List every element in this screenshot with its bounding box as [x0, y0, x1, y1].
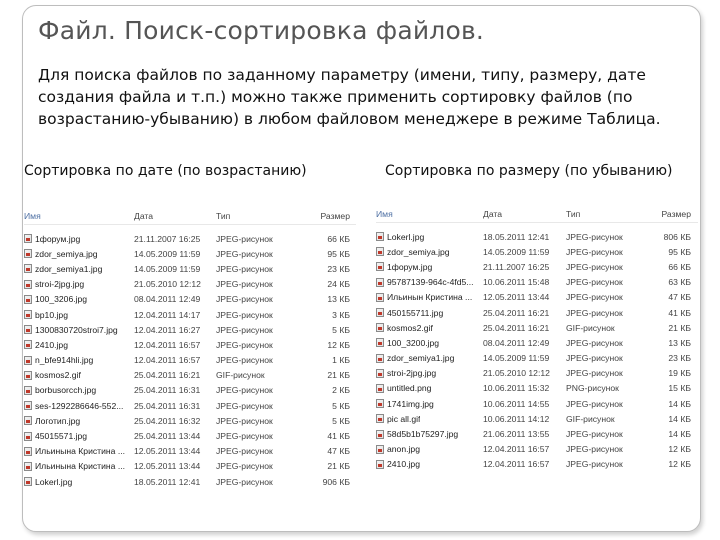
file-row[interactable] — [24, 368, 356, 383]
file-type: GIF-рисунок — [566, 413, 615, 424]
file-type: JPEG-рисунок — [216, 248, 273, 259]
file-date: 25.04.2011 13:44 — [134, 431, 201, 442]
file-name-cell — [376, 414, 483, 424]
image-file-icon — [24, 432, 32, 441]
file-size: 806 КБ — [663, 231, 691, 242]
image-file-icon — [376, 430, 384, 439]
file-name: kosmos2.gif — [35, 370, 81, 381]
file-name-cell — [24, 249, 134, 259]
file-size: 15 КБ — [668, 383, 691, 394]
column-header-name[interactable]: Имя — [24, 211, 41, 221]
file-size: 47 КБ — [327, 446, 350, 457]
file-size: 5 КБ — [332, 415, 350, 426]
file-name: borbusorcch.jpg — [35, 385, 97, 396]
file-size: 66 КБ — [327, 233, 350, 244]
file-size: 95 КБ — [668, 246, 691, 257]
file-type: JPEG-рисунок — [216, 400, 273, 411]
image-file-icon — [24, 249, 32, 258]
file-size: 21 КБ — [668, 322, 691, 333]
file-name: anon.jpg — [387, 444, 420, 455]
file-size: 14 КБ — [668, 413, 691, 424]
file-name: 1форум.jpg — [387, 261, 433, 272]
file-list-sorted-by-size — [376, 206, 698, 472]
file-name-cell — [24, 234, 134, 244]
file-date: 12.05.2011 13:44 — [134, 446, 201, 457]
image-file-icon — [24, 280, 32, 289]
file-name: bp10.jpg — [35, 309, 68, 320]
column-header-size[interactable]: Размер — [661, 209, 691, 219]
image-file-icon — [24, 416, 32, 425]
file-list-body — [376, 229, 698, 472]
file-name-cell — [376, 277, 483, 287]
file-name: 95787139-964c-4fd5... — [387, 277, 474, 288]
file-size: 1 КБ — [332, 355, 350, 366]
file-type: JPEG-рисунок — [566, 429, 623, 440]
file-name-cell — [24, 477, 134, 487]
file-name: 45015571.jpg — [35, 431, 88, 442]
image-file-icon — [376, 460, 384, 469]
file-date: 21.11.2007 16:25 — [134, 233, 201, 244]
column-header-type[interactable]: Тип — [566, 209, 581, 219]
file-name: zdor_semiya.jpg — [387, 246, 450, 257]
file-name-cell — [376, 459, 483, 469]
file-name: stroi-2jpg.jpg — [35, 279, 85, 290]
file-date: 12.05.2011 13:44 — [483, 292, 550, 303]
file-row[interactable] — [24, 383, 356, 398]
file-name-cell — [24, 461, 134, 471]
file-date: 21.05.2010 12:12 — [483, 368, 550, 379]
image-file-icon — [376, 262, 384, 271]
file-date: 25.04.2011 16:21 — [483, 322, 550, 333]
file-name-cell — [376, 323, 483, 333]
file-row[interactable] — [376, 290, 698, 305]
file-row[interactable] — [376, 244, 698, 259]
file-size: 14 КБ — [668, 429, 691, 440]
file-type: JPEG-рисунок — [566, 353, 623, 364]
file-type: JPEG-рисунок — [216, 385, 273, 396]
file-size: 41 КБ — [668, 307, 691, 318]
file-name-cell — [376, 247, 483, 257]
image-file-icon — [24, 447, 32, 456]
file-row[interactable] — [24, 307, 356, 322]
column-header-name[interactable]: Имя — [376, 209, 393, 219]
file-date: 12.04.2011 16:27 — [134, 324, 201, 335]
image-file-icon — [24, 264, 32, 273]
file-type: JPEG-рисунок — [566, 444, 623, 455]
file-date: 12.04.2011 16:57 — [134, 355, 201, 366]
file-name-cell — [24, 370, 134, 380]
file-date: 25.04.2011 16:31 — [134, 385, 201, 396]
file-type: JPEG-рисунок — [216, 294, 273, 305]
file-name: zdor_semiya1.jpg — [387, 353, 455, 364]
file-size: 5 КБ — [332, 324, 350, 335]
file-name: 1форум.jpg — [35, 233, 81, 244]
file-date: 10.06.2011 14:12 — [483, 413, 550, 424]
column-header-size[interactable]: Размер — [320, 211, 350, 221]
file-type: JPEG-рисунок — [566, 261, 623, 272]
file-row[interactable] — [24, 413, 356, 428]
file-size: 2 КБ — [332, 385, 350, 396]
image-file-icon — [24, 462, 32, 471]
column-header-type[interactable]: Тип — [216, 211, 231, 221]
image-file-icon — [376, 399, 384, 408]
file-row[interactable] — [376, 305, 698, 320]
file-type: GIF-рисунок — [216, 370, 265, 381]
file-type: JPEG-рисунок — [566, 292, 623, 303]
file-type: JPEG-рисунок — [566, 459, 623, 470]
file-type: JPEG-рисунок — [216, 431, 273, 442]
file-name-cell — [376, 292, 483, 302]
file-size: 21 КБ — [327, 370, 350, 381]
file-date: 10.06.2011 14:55 — [483, 398, 550, 409]
file-date: 12.05.2011 13:44 — [134, 461, 201, 472]
file-row[interactable] — [376, 275, 698, 290]
file-name: stroi-2jpg.jpg — [387, 368, 437, 379]
file-name: kosmos2.gif — [387, 322, 433, 333]
file-name: 100_3206.jpg — [35, 294, 88, 305]
file-row[interactable] — [376, 457, 698, 472]
file-row[interactable] — [24, 231, 356, 246]
file-date: 25.04.2011 16:21 — [483, 307, 550, 318]
file-row[interactable] — [376, 426, 698, 441]
file-name-cell — [24, 340, 134, 350]
file-name-cell — [376, 429, 483, 439]
file-date: 08.04.2011 12:49 — [483, 337, 550, 348]
file-size: 24 КБ — [327, 279, 350, 290]
file-name: 450155711.jpg — [387, 307, 444, 318]
file-row[interactable] — [24, 353, 356, 368]
image-file-icon — [376, 323, 384, 332]
file-size: 21 КБ — [327, 461, 350, 472]
image-file-icon — [24, 295, 32, 304]
image-file-icon — [376, 445, 384, 454]
file-row[interactable] — [24, 292, 356, 307]
file-type: JPEG-рисунок — [566, 337, 623, 348]
image-file-icon — [376, 338, 384, 347]
file-type: JPEG-рисунок — [216, 461, 273, 472]
file-name-cell — [376, 368, 483, 378]
file-row[interactable] — [376, 411, 698, 426]
file-name-cell — [376, 383, 483, 393]
image-file-icon — [376, 232, 384, 241]
file-date: 25.04.2011 16:21 — [134, 370, 201, 381]
image-file-icon — [376, 247, 384, 256]
file-row[interactable] — [376, 366, 698, 381]
file-name: Логотип.jpg — [35, 415, 81, 426]
file-name-cell — [24, 294, 134, 304]
file-name: pic all.gif — [387, 413, 421, 424]
file-row[interactable] — [376, 229, 698, 244]
file-date: 12.04.2011 16:57 — [483, 459, 550, 470]
image-file-icon — [376, 354, 384, 363]
file-name-cell — [376, 232, 483, 242]
file-size: 5 КБ — [332, 400, 350, 411]
file-name-cell — [24, 416, 134, 426]
file-name: Lokerl.jpg — [35, 476, 73, 487]
file-date: 12.04.2011 16:57 — [134, 339, 201, 350]
file-row[interactable] — [24, 459, 356, 474]
file-type: JPEG-рисунок — [216, 279, 273, 290]
file-size: 906 КБ — [322, 476, 350, 487]
file-name: Lokerl.jpg — [387, 231, 425, 242]
file-size: 12 КБ — [668, 459, 691, 470]
file-type: JPEG-рисунок — [566, 398, 623, 409]
file-name: 58d5b1b75297.jpg — [387, 429, 459, 440]
file-date: 14.05.2009 11:59 — [483, 246, 550, 257]
file-size: 95 КБ — [327, 248, 350, 259]
file-row[interactable] — [24, 428, 356, 443]
image-file-icon — [376, 308, 384, 317]
file-date: 12.04.2011 14:17 — [134, 309, 201, 320]
file-row[interactable] — [376, 259, 698, 274]
file-row[interactable] — [24, 474, 356, 489]
file-type: GIF-рисунок — [566, 322, 615, 333]
file-name-cell — [24, 401, 134, 411]
file-date: 18.05.2011 12:41 — [483, 231, 550, 242]
image-file-icon — [24, 234, 32, 243]
file-row[interactable] — [24, 322, 356, 337]
image-file-icon — [24, 325, 32, 334]
file-list-header — [24, 208, 356, 225]
file-size: 47 КБ — [668, 292, 691, 303]
file-type: PNG-рисунок — [566, 383, 619, 394]
file-size: 13 КБ — [327, 294, 350, 305]
file-name: Ильинына Кристина ... — [35, 446, 125, 457]
file-row[interactable] — [376, 381, 698, 396]
file-size: 63 КБ — [668, 277, 691, 288]
image-file-icon — [376, 369, 384, 378]
image-file-icon — [24, 386, 32, 395]
file-name: 1741img.jpg — [387, 398, 434, 409]
file-name: untitled.png — [387, 383, 432, 394]
file-name-cell — [24, 385, 134, 395]
image-file-icon — [376, 278, 384, 287]
file-row[interactable] — [376, 335, 698, 350]
file-name: zdor_semiya1.jpg — [35, 263, 103, 274]
file-name: 2410.jpg — [35, 339, 68, 350]
file-date: 21.11.2007 16:25 — [483, 261, 550, 272]
file-name-cell — [24, 446, 134, 456]
file-size: 66 КБ — [668, 261, 691, 272]
file-name-cell — [24, 355, 134, 365]
file-size: 12 КБ — [668, 444, 691, 455]
image-file-icon — [24, 340, 32, 349]
file-type: JPEG-рисунок — [216, 339, 273, 350]
caption-sort-by-size: Сортировка по размеру (по убыванию) — [385, 163, 673, 179]
file-name: 100_3200.jpg — [387, 337, 440, 348]
file-type: JPEG-рисунок — [566, 307, 623, 318]
file-name: zdor_semiya.jpg — [35, 248, 98, 259]
file-date: 10.06.2011 15:48 — [483, 277, 550, 288]
file-date: 14.05.2009 11:59 — [134, 263, 201, 274]
file-name: 2410.jpg — [387, 459, 420, 470]
file-size: 13 КБ — [668, 337, 691, 348]
file-size: 14 КБ — [668, 398, 691, 409]
file-size: 12 КБ — [327, 339, 350, 350]
file-name-cell — [376, 308, 483, 318]
file-row[interactable] — [376, 351, 698, 366]
file-date: 12.04.2011 16:57 — [483, 444, 550, 455]
file-type: JPEG-рисунок — [566, 368, 623, 379]
column-header-date[interactable]: Дата — [134, 211, 154, 221]
file-name-cell — [376, 353, 483, 363]
file-name-cell — [376, 444, 483, 454]
file-size: 23 КБ — [327, 263, 350, 274]
file-name-cell — [24, 264, 134, 274]
slide-title: Файл. Поиск-сортировка файлов. — [38, 16, 485, 45]
file-type: JPEG-рисунок — [216, 324, 273, 335]
file-name-cell — [24, 431, 134, 441]
image-file-icon — [24, 371, 32, 380]
file-size: 19 КБ — [668, 368, 691, 379]
file-date: 10.06.2011 15:32 — [483, 383, 550, 394]
file-date: 14.05.2009 11:59 — [483, 353, 550, 364]
image-file-icon — [24, 401, 32, 410]
file-type: JPEG-рисунок — [566, 231, 623, 242]
file-name: n_bfe914hli.jpg — [35, 355, 94, 366]
caption-sort-by-date: Сортировка по дате (по возрастанию) — [24, 163, 307, 179]
file-type: JPEG-рисунок — [216, 233, 273, 244]
file-type: JPEG-рисунок — [216, 309, 273, 320]
file-date: 08.04.2011 12:49 — [134, 294, 201, 305]
file-type: JPEG-рисунок — [216, 355, 273, 366]
image-file-icon — [24, 477, 32, 486]
file-row[interactable] — [24, 337, 356, 352]
file-name-cell — [24, 310, 134, 320]
file-type: JPEG-рисунок — [216, 415, 273, 426]
file-type: JPEG-рисунок — [216, 263, 273, 274]
file-row[interactable] — [24, 398, 356, 413]
image-file-icon — [376, 293, 384, 302]
file-list-body — [24, 231, 356, 489]
file-row[interactable] — [24, 444, 356, 459]
file-row[interactable] — [376, 396, 698, 411]
file-type: JPEG-рисунок — [566, 246, 623, 257]
file-date: 21.06.2011 13:55 — [483, 429, 550, 440]
column-header-date[interactable]: Дата — [483, 209, 503, 219]
file-name-cell — [376, 399, 483, 409]
file-size: 3 КБ — [332, 309, 350, 320]
file-name-cell — [24, 325, 134, 335]
file-row[interactable] — [24, 277, 356, 292]
file-row[interactable] — [24, 246, 356, 261]
image-file-icon — [24, 310, 32, 319]
file-list-sorted-by-date — [24, 208, 356, 489]
file-row[interactable] — [24, 261, 356, 276]
file-date: 25.04.2011 16:31 — [134, 400, 201, 411]
image-file-icon — [24, 356, 32, 365]
file-name: Ильинын Кристина ... — [387, 292, 473, 303]
file-date: 14.05.2009 11:59 — [134, 248, 201, 259]
file-list-header — [376, 206, 698, 223]
file-date: 21.05.2010 12:12 — [134, 279, 201, 290]
file-name-cell — [24, 279, 134, 289]
file-size: 41 КБ — [327, 431, 350, 442]
image-file-icon — [376, 384, 384, 393]
file-name-cell — [376, 338, 483, 348]
file-name: ses-1292286646-552... — [35, 400, 124, 411]
file-type: JPEG-рисунок — [566, 277, 623, 288]
file-row[interactable] — [376, 320, 698, 335]
file-date: 25.04.2011 16:32 — [134, 415, 201, 426]
file-name: Ильинына Кристина ... — [35, 461, 125, 472]
image-file-icon — [376, 414, 384, 423]
lead-paragraph: Для поиска файлов по заданному параметру (имени, типу, размеру, дате создания файла и т.п.) можно также применить сортировку файлов (по возрастанию-убыванию) в любом файловом менеджере в режиме Таблица. — [38, 66, 661, 128]
file-name-cell — [376, 262, 483, 272]
file-name: 1300830720stroi7.jpg — [35, 324, 118, 335]
file-date: 18.05.2011 12:41 — [134, 476, 201, 487]
file-size: 23 КБ — [668, 353, 691, 364]
file-row[interactable] — [376, 442, 698, 457]
file-type: JPEG-рисунок — [216, 446, 273, 457]
file-type: JPEG-рисунок — [216, 476, 273, 487]
